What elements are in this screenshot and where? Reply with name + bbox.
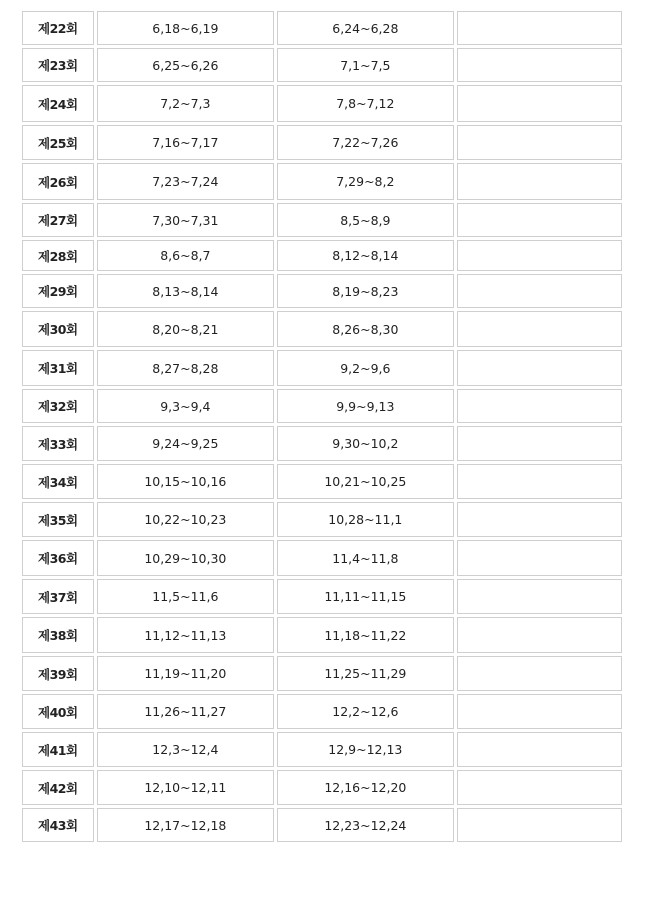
note-cell bbox=[457, 770, 622, 805]
result-period-cell: 8,12~8,14 bbox=[277, 240, 453, 271]
exam-period-cell: 11,5~11,6 bbox=[97, 579, 275, 614]
result-period-cell: 8,5~8,9 bbox=[277, 203, 453, 237]
result-period-cell: 6,24~6,28 bbox=[277, 11, 453, 45]
result-period-cell: 7,8~7,12 bbox=[277, 85, 453, 122]
round-cell: 제28회 bbox=[22, 240, 94, 271]
result-period-cell: 10,28~11,1 bbox=[277, 502, 453, 537]
round-cell: 제36회 bbox=[22, 540, 94, 576]
result-period-cell: 12,23~12,24 bbox=[277, 808, 453, 842]
schedule-table bbox=[19, 8, 625, 845]
exam-period-cell: 11,19~11,20 bbox=[97, 656, 275, 691]
note-cell bbox=[457, 540, 622, 576]
round-cell: 제37회 bbox=[22, 579, 94, 614]
exam-period-cell: 8,27~8,28 bbox=[97, 350, 275, 386]
note-cell bbox=[457, 85, 622, 122]
note-cell bbox=[457, 48, 622, 82]
result-period-cell: 8,26~8,30 bbox=[277, 311, 453, 347]
table-row bbox=[22, 426, 622, 461]
round-cell: 제24회 bbox=[22, 85, 94, 122]
table-row bbox=[22, 85, 622, 122]
table-row bbox=[22, 502, 622, 537]
note-cell bbox=[457, 808, 622, 842]
exam-period-cell: 7,30~7,31 bbox=[97, 203, 275, 237]
exam-period-cell: 10,22~10,23 bbox=[97, 502, 275, 537]
table-row bbox=[22, 656, 622, 691]
round-cell: 제43회 bbox=[22, 808, 94, 842]
note-cell bbox=[457, 125, 622, 160]
table-row bbox=[22, 240, 622, 271]
result-period-cell: 12,2~12,6 bbox=[277, 694, 453, 729]
exam-period-cell: 9,24~9,25 bbox=[97, 426, 275, 461]
table-row bbox=[22, 770, 622, 805]
exam-period-cell: 9,3~9,4 bbox=[97, 389, 275, 423]
round-cell: 제23회 bbox=[22, 48, 94, 82]
round-cell: 제26회 bbox=[22, 163, 94, 200]
result-period-cell: 7,22~7,26 bbox=[277, 125, 453, 160]
result-period-cell: 7,1~7,5 bbox=[277, 48, 453, 82]
table-row bbox=[22, 203, 622, 237]
table-row bbox=[22, 540, 622, 576]
result-period-cell: 11,25~11,29 bbox=[277, 656, 453, 691]
round-cell: 제34회 bbox=[22, 464, 94, 499]
note-cell bbox=[457, 163, 622, 200]
result-period-cell: 9,9~9,13 bbox=[277, 389, 453, 423]
note-cell bbox=[457, 617, 622, 653]
note-cell bbox=[457, 426, 622, 461]
exam-period-cell: 10,15~10,16 bbox=[97, 464, 275, 499]
table-row bbox=[22, 579, 622, 614]
exam-period-cell: 11,12~11,13 bbox=[97, 617, 275, 653]
result-period-cell: 11,4~11,8 bbox=[277, 540, 453, 576]
result-period-cell: 10,21~10,25 bbox=[277, 464, 453, 499]
note-cell bbox=[457, 311, 622, 347]
note-cell bbox=[457, 274, 622, 308]
result-period-cell: 12,16~12,20 bbox=[277, 770, 453, 805]
note-cell bbox=[457, 502, 622, 537]
exam-period-cell: 12,10~12,11 bbox=[97, 770, 275, 805]
table-row bbox=[22, 48, 622, 82]
table-row bbox=[22, 311, 622, 347]
table-row bbox=[22, 617, 622, 653]
exam-period-cell: 8,13~8,14 bbox=[97, 274, 275, 308]
exam-period-cell: 7,23~7,24 bbox=[97, 163, 275, 200]
note-cell bbox=[457, 694, 622, 729]
round-cell: 제39회 bbox=[22, 656, 94, 691]
table-row bbox=[22, 163, 622, 200]
exam-period-cell: 7,16~7,17 bbox=[97, 125, 275, 160]
result-period-cell: 8,19~8,23 bbox=[277, 274, 453, 308]
round-cell: 제25회 bbox=[22, 125, 94, 160]
note-cell bbox=[457, 579, 622, 614]
table-row bbox=[22, 11, 622, 45]
table-row bbox=[22, 694, 622, 729]
round-cell: 제30회 bbox=[22, 311, 94, 347]
round-cell: 제32회 bbox=[22, 389, 94, 423]
result-period-cell: 11,11~11,15 bbox=[277, 579, 453, 614]
exam-period-cell: 10,29~10,30 bbox=[97, 540, 275, 576]
exam-period-cell: 12,3~12,4 bbox=[97, 732, 275, 767]
table-row bbox=[22, 464, 622, 499]
result-period-cell: 9,30~10,2 bbox=[277, 426, 453, 461]
note-cell bbox=[457, 732, 622, 767]
note-cell bbox=[457, 389, 622, 423]
round-cell: 제41회 bbox=[22, 732, 94, 767]
note-cell bbox=[457, 203, 622, 237]
table-row bbox=[22, 125, 622, 160]
round-cell: 제22회 bbox=[22, 11, 94, 45]
round-cell: 제35회 bbox=[22, 502, 94, 537]
exam-period-cell: 7,2~7,3 bbox=[97, 85, 275, 122]
exam-period-cell: 6,18~6,19 bbox=[97, 11, 275, 45]
exam-period-cell: 8,6~8,7 bbox=[97, 240, 275, 271]
round-cell: 제33회 bbox=[22, 426, 94, 461]
round-cell: 제38회 bbox=[22, 617, 94, 653]
round-cell: 제31회 bbox=[22, 350, 94, 386]
round-cell: 제27회 bbox=[22, 203, 94, 237]
note-cell bbox=[457, 464, 622, 499]
round-cell: 제42회 bbox=[22, 770, 94, 805]
exam-period-cell: 12,17~12,18 bbox=[97, 808, 275, 842]
round-cell: 제40회 bbox=[22, 694, 94, 729]
table-row bbox=[22, 732, 622, 767]
table-row bbox=[22, 350, 622, 386]
round-cell: 제29회 bbox=[22, 274, 94, 308]
result-period-cell: 11,18~11,22 bbox=[277, 617, 453, 653]
note-cell bbox=[457, 240, 622, 271]
result-period-cell: 9,2~9,6 bbox=[277, 350, 453, 386]
result-period-cell: 7,29~8,2 bbox=[277, 163, 453, 200]
exam-period-cell: 6,25~6,26 bbox=[97, 48, 275, 82]
result-period-cell: 12,9~12,13 bbox=[277, 732, 453, 767]
table-row bbox=[22, 808, 622, 842]
exam-period-cell: 8,20~8,21 bbox=[97, 311, 275, 347]
note-cell bbox=[457, 350, 622, 386]
exam-period-cell: 11,26~11,27 bbox=[97, 694, 275, 729]
table-row bbox=[22, 274, 622, 308]
note-cell bbox=[457, 656, 622, 691]
schedule-table-body bbox=[22, 11, 622, 842]
note-cell bbox=[457, 11, 622, 45]
table-row bbox=[22, 389, 622, 423]
